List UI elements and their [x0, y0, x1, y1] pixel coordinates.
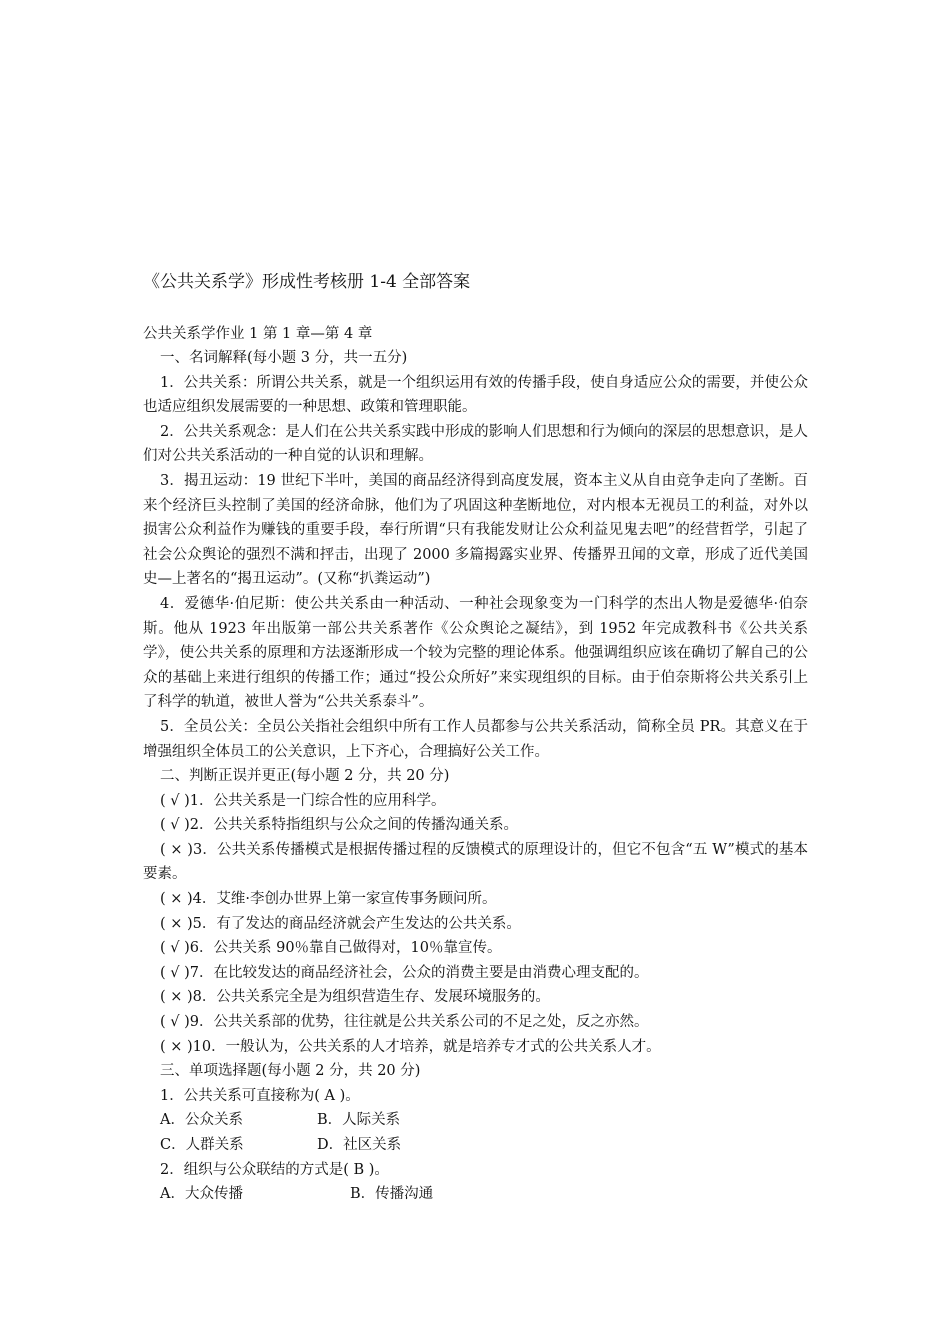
page-title: 《公共关系学》形成性考核册 1-4 全部答案 [143, 272, 471, 292]
question-item: 2．组织与公众联结的方式是( B )。 [160, 1161, 389, 1178]
option-b: B．人际关系 [317, 1112, 401, 1129]
assignment-subtitle: 公共关系学作业 1 第 1 章—第 4 章 [143, 326, 373, 342]
judgment-item: ( × )5．有了发达的商品经济就会产生发达的公共关系。 [160, 915, 521, 932]
judgment-item: ( × )3．公共关系传播模式是根据传播过程的反馈模式的原理设计的，但它不包含“五 W”模式的基本要素。 [143, 841, 808, 883]
judgment-item: ( √ )9．公共关系部的优势，往往就是公共关系公司的不足之处，反之亦然。 [160, 1014, 649, 1031]
question-item: 1．公共关系可直接称为( A )。 [160, 1087, 360, 1104]
term-paragraph: 4．爱德华·伯尼斯：使公共关系由一种活动、一种社会现象变为一门科学的杰出人物是爱德华·伯奈斯。他从 1923 年出版第一部公共关系著作《公众舆论之凝结》，到 1952 年完成教科书《公共关系学》，使公共关系的原理和方法逐渐形成一个较为完整的理论体系。他强调组织应该在确切了解自己的公众的基础上来进行组织的传播工作；通过“投公众所好”来实现组织的目标。由于伯奈斯将公共关系引上了科学的轨道，被世人誉为“公共关系泰斗”。 [143, 595, 808, 711]
option-row [143, 1133, 808, 1158]
section-heading: 二、判断正误并更正(每小题 2 分，共 20 分) [160, 768, 450, 785]
option-d: D．社区关系 [317, 1137, 402, 1153]
judgment-item: ( √ )7．在比较发达的商品经济社会，公众的消费主要是由消费心理支配的。 [160, 964, 649, 981]
judgment-item: ( × )10．一般认为，公共关系的人才培养，就是培养专才式的公共关系人才。 [160, 1038, 661, 1055]
option-row [143, 1108, 808, 1133]
option-row [143, 1182, 808, 1207]
document-page [143, 270, 808, 1207]
option-a: A．公众关系 [160, 1112, 243, 1129]
judgment-item: ( × )8．公共关系完全是为组织营造生存、发展环境服务的。 [160, 989, 550, 1006]
judgment-item: ( √ )6．公共关系 90％靠自己做得对，10％靠宣传。 [160, 940, 502, 957]
section-heading: 一、名词解释(每小题 3 分，共一五分) [160, 350, 408, 366]
option-a: A．大众传播 [160, 1186, 243, 1203]
option-c: C．人群关系 [160, 1137, 244, 1153]
judgment-item: ( √ )1．公共关系是一门综合性的应用科学。 [160, 792, 446, 809]
judgment-item: ( × )4．艾维·李创办世界上第一家宣传事务顾问所。 [160, 891, 497, 908]
term-paragraph: 5．全员公关：全员公关指社会组织中所有工作人员都参与公共关系活动，简称全员 PR。其意义在于增强组织全体员工的公关意识，上下齐心，合理搞好公关工作。 [143, 718, 808, 760]
term-paragraph: 1．公共关系：所谓公共关系，就是一个组织运用有效的传播手段，使自身适应公众的需要，并使公众也适应组织发展需要的一种思想、政策和管理职能。 [143, 374, 808, 416]
term-paragraph: 3．揭丑运动：19 世纪下半叶，美国的商品经济得到高度发展，资本主义从自由竞争走向了垄断。百来个经济巨头控制了美国的经济命脉，他们为了巩固这种垄断地位，对内根本无视员工的利益，对外以损害公众利益作为赚钱的重要手段，奉行所谓“只有我能发财让公众利益见鬼去吧”的经营哲学，引起了社会公众舆论的强烈不满和抨击，出现了 2000 多篇揭露实业界、传播界丑闻的文章，形成了近代美国史—上著名的“揭丑运动”。(又称“扒粪运动”) [143, 472, 808, 588]
section-heading: 三、单项选择题(每小题 2 分，共 20 分) [160, 1063, 421, 1080]
judgment-item: ( √ )2．公共关系特指组织与公众之间的传播沟通关系。 [160, 817, 518, 834]
term-paragraph: 2．公共关系观念：是人们在公共关系实践中形成的影响人们思想和行为倾向的深层的思想意识，是人们对公共关系活动的一种自觉的认识和理解。 [143, 423, 808, 465]
option-b: B．传播沟通 [350, 1186, 434, 1203]
